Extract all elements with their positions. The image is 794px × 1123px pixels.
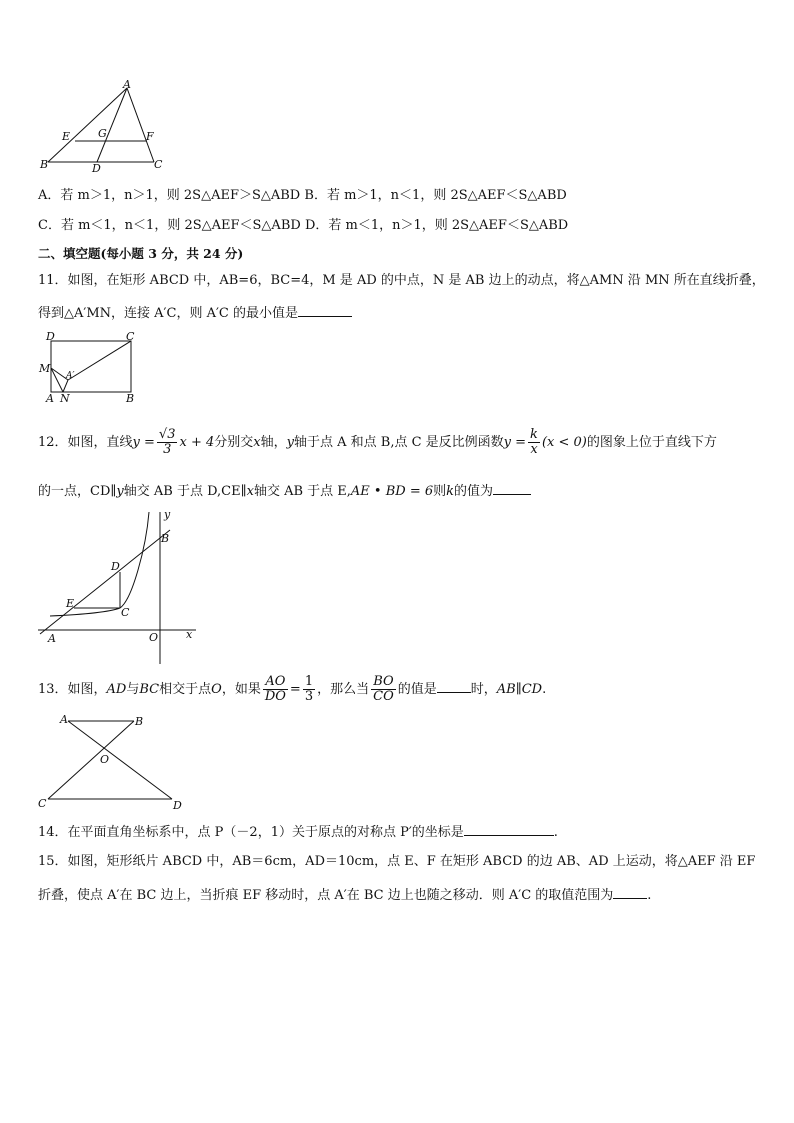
- fraction-numerator: k: [530, 427, 538, 442]
- q13-bc: BC: [139, 682, 160, 697]
- label-B: B: [126, 392, 135, 405]
- label-C: C: [154, 158, 163, 171]
- q12-answer-blank: [493, 480, 531, 495]
- label-A: A: [60, 713, 68, 726]
- q10-options-row2: [38, 217, 568, 235]
- q12-text-j: 的值为: [454, 484, 494, 499]
- label-A-prime: A′: [66, 371, 75, 381]
- label-A: A: [123, 80, 131, 91]
- label-O: O: [149, 631, 159, 644]
- label-y: y: [164, 508, 171, 521]
- q12-x-var: x: [253, 435, 261, 450]
- fraction-numerator: 1: [304, 674, 314, 689]
- figure-q11-rectangle: [38, 330, 138, 406]
- label-M: M: [39, 362, 51, 375]
- q12-y-equals: y =: [132, 435, 155, 450]
- q12-text-a: 12．如图，直线: [38, 435, 133, 450]
- label-N: N: [60, 392, 70, 405]
- q12-line1: [38, 423, 717, 463]
- q12-y-var-2: y: [116, 484, 124, 499]
- label-B: B: [135, 715, 144, 728]
- q12-text-c: 轴，: [260, 435, 287, 450]
- q12-text-g: 轴交 AB 于点 D,CE∥: [123, 484, 247, 499]
- label-C: C: [126, 330, 135, 343]
- q13-text-b: 与: [126, 682, 140, 697]
- label-E: E: [66, 597, 75, 610]
- q13-text-g: 时，: [470, 682, 497, 697]
- q13-answer-blank: [437, 678, 471, 693]
- label-D: D: [92, 162, 101, 172]
- q13-line: [38, 670, 546, 710]
- q12-expression: AE • BD = 6: [350, 484, 434, 499]
- label-D: D: [111, 560, 120, 573]
- q13-text-f: 的值是: [397, 682, 437, 697]
- fraction-denominator: DO: [264, 689, 286, 704]
- q12-fraction-sqrt3-over-3: [157, 428, 178, 457]
- q10-options-row1: [38, 187, 567, 205]
- label-D: D: [46, 330, 55, 343]
- fraction-denominator: x: [530, 442, 538, 457]
- fraction-numerator: √3: [158, 427, 176, 442]
- label-E: E: [62, 130, 71, 143]
- fraction-denominator: 3: [304, 689, 314, 704]
- q13-fraction-ao-do: [263, 675, 288, 704]
- label-G: G: [98, 127, 107, 140]
- q10-option-b: B．若 m＞1，n＜1，则 2S△AEF＜S△ABD: [304, 188, 567, 203]
- q12-y-equals-2: y =: [503, 435, 527, 450]
- figure-q13-intersect: [36, 712, 186, 812]
- fraction-numerator: BO: [371, 675, 396, 690]
- q13-o: O: [211, 682, 222, 697]
- q11-line1: 11．如图，在矩形 ABCD 中，AB=6，BC=4，M 是 AD 的中点，N 是 AB 边上的动点，将△AMN 沿 MN 所在直线折叠，: [38, 273, 765, 288]
- q13-text-a: 13．如图，: [38, 682, 107, 697]
- q13-equals: =: [289, 682, 301, 697]
- q12-fraction-k-over-x: [528, 428, 540, 457]
- q11-line2: [38, 302, 352, 323]
- q12-text-i: 则: [433, 484, 447, 499]
- q14-line: [38, 821, 558, 842]
- q12-k-var: k: [446, 484, 455, 499]
- q13-period: .: [542, 682, 547, 697]
- fraction-numerator: AO: [263, 675, 288, 690]
- label-B: B: [161, 532, 170, 545]
- fraction-denominator: CO: [373, 689, 394, 704]
- q12-x-plus-4: x + 4: [179, 435, 215, 450]
- label-B: B: [40, 158, 49, 171]
- label-F: F: [146, 130, 154, 143]
- q15-line1: 15．如图，矩形纸片 ABCD 中，AB＝6cm，AD＝10cm，点 E、F 在矩形 ABCD 的边 AB、AD 上运动，将△AEF 沿 EF: [38, 854, 756, 869]
- q15-period: .: [647, 888, 652, 903]
- q12-x-var-2: x: [246, 484, 254, 499]
- q12-text-h: 轴交 AB 于点 E,: [253, 484, 351, 499]
- q12-y-var: y: [286, 435, 294, 450]
- q13-fraction-bo-co: [371, 675, 396, 704]
- fraction-denominator: 3: [163, 442, 172, 457]
- q15-text: 折叠，使点 A′在 BC 边上，当折痕 EF 移动时，点 A′在 BC 边上也随之移动．则 A′C 的取值范围为: [38, 888, 614, 903]
- q15-answer-blank: [613, 884, 647, 899]
- q13-ad: AD: [106, 682, 127, 697]
- q10-option-c: C．若 m＜1，n＜1，则 2S△AEF＜S△ABD: [38, 218, 301, 233]
- label-O: O: [100, 753, 110, 766]
- q10-option-a: A．若 m＞1，n＞1，则 2S△AEF＞S△ABD: [38, 188, 301, 203]
- q14-period: .: [553, 825, 558, 840]
- q12-text-d: 轴于点 A 和点 B,点 C 是反比例函数: [293, 435, 504, 450]
- q11-text: 得到△A′MN，连接 A′C，则 A′C 的最小值是: [38, 306, 298, 321]
- q12-text-e: 的图象上位于直线下方: [586, 435, 717, 450]
- label-C: C: [121, 606, 130, 619]
- q14-text: 14．在平面直角坐标系中，点 P（－2，1）关于原点的对称点 P′的坐标是: [38, 825, 464, 840]
- label-A: A: [46, 392, 54, 405]
- q13-condition: AB∥CD: [496, 682, 543, 697]
- q13-text-c: 相交于点: [159, 682, 212, 697]
- q12-line2: [38, 480, 531, 501]
- label-D: D: [173, 799, 182, 812]
- figure-q10-triangle: [38, 80, 168, 172]
- q13-text-d: ，如果: [221, 682, 261, 697]
- label-C: C: [38, 797, 47, 810]
- q13-fraction-one-third: [303, 675, 315, 704]
- q10-option-d: D．若 m＜1，n＞1，则 2S△AEF＜S△ABD: [304, 218, 569, 233]
- q12-condition: (x < 0): [541, 435, 587, 450]
- section-heading: 二、填空题(每小题 3 分，共 24 分): [38, 246, 244, 261]
- figure-q12-graph: [36, 508, 196, 668]
- label-A: A: [48, 632, 56, 645]
- q15-line2: [38, 884, 651, 905]
- q13-text-e: ，那么当: [317, 682, 370, 697]
- q12-text-f: 的一点，CD∥: [38, 484, 117, 499]
- label-x: x: [186, 628, 193, 641]
- q12-text-b: 分别交: [214, 435, 254, 450]
- q11-answer-blank: [298, 302, 352, 317]
- q14-answer-blank: [464, 821, 554, 836]
